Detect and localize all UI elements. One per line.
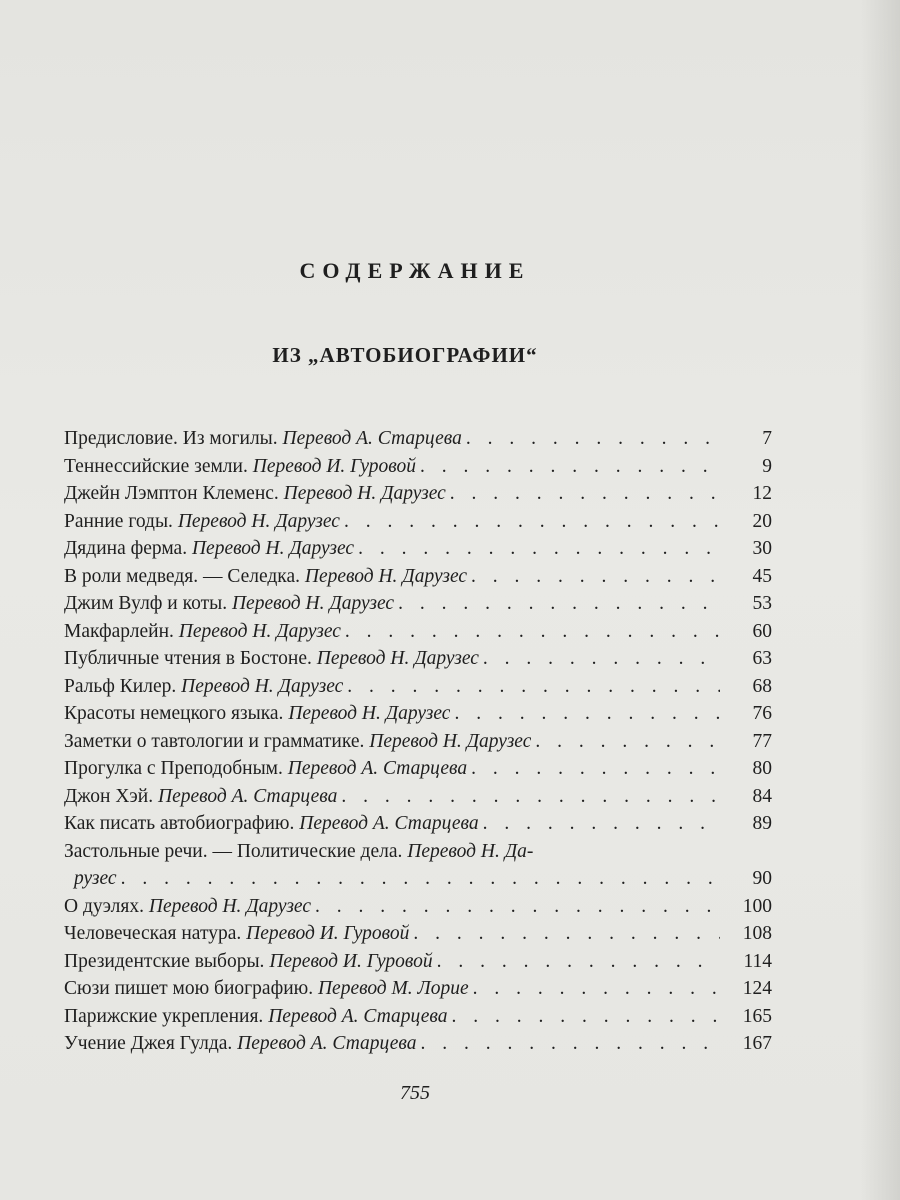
toc-entry-title: Парижские укрепления. [64, 1005, 264, 1027]
toc-entry-title: Президентские выборы. [64, 950, 265, 972]
dot-leader [433, 948, 720, 976]
toc-entry-translator: Перевод Н. Дарузес [177, 510, 340, 532]
toc-entry-text [64, 1030, 417, 1058]
toc-entry-title: Учение Джея Гулда. [64, 1033, 233, 1054]
toc-entry-title: О дуэлях. [64, 895, 144, 917]
toc-entry [64, 535, 772, 563]
dot-leader [416, 453, 720, 481]
toc-entry-translator: Перевод Н. Дарузес [178, 620, 341, 642]
toc-entry-continuation-row [64, 865, 772, 893]
toc-entry [64, 755, 772, 783]
toc-entry-page: 108 [742, 923, 772, 944]
toc-entry-text [64, 1003, 448, 1031]
toc-entry-text [64, 700, 450, 728]
toc-entry-text [64, 425, 462, 453]
toc-entry-page: 60 [752, 620, 772, 642]
toc-entry-page: 77 [752, 730, 772, 752]
toc-entry-title: Застольные речи. — Политические дела. [64, 840, 403, 862]
toc-entry-page: 53 [752, 593, 772, 614]
toc-entry-translator: Перевод Н. Дарузес [148, 895, 311, 917]
dot-leader [340, 508, 720, 536]
toc-entry-title: Джейн Лэмптон Клеменс. [64, 483, 279, 504]
toc-entry-translator: Перевод А. Старцева [158, 785, 338, 807]
toc-entry-text [64, 563, 467, 591]
toc-entry-title: Публичные чтения в Бостоне. [64, 648, 312, 669]
toc-entry-text [64, 453, 416, 481]
toc-entry-page: 167 [742, 1033, 772, 1054]
toc-entry [64, 563, 772, 591]
toc-entry-text [64, 728, 531, 756]
toc-entry-title: Ранние годы. [64, 510, 173, 532]
toc-entry-text [64, 480, 446, 508]
toc-entry-text [64, 893, 311, 921]
toc-entry-title: Предисловие. Из могилы. [64, 428, 278, 449]
toc-entry-text [64, 838, 533, 866]
section-heading: ИЗ „АВТОБИОГРАФИИ“ [272, 343, 538, 367]
toc-entry-text [64, 590, 394, 618]
toc-entry-translator: Перевод М. Лорие [317, 978, 469, 999]
toc-entry-page: 165 [742, 1005, 772, 1027]
toc-entry [64, 700, 772, 728]
toc-entry-page: 7 [762, 428, 772, 449]
toc-entry-translator: Перевод А. Старцева [299, 813, 479, 834]
dot-leader [462, 425, 720, 453]
toc-entry-title: Человеческая натура. [64, 923, 242, 944]
toc-entry-text [64, 920, 409, 948]
dot-leader [467, 563, 720, 591]
toc-entry [64, 1030, 772, 1058]
toc-entry [64, 1003, 772, 1031]
toc-entry-page: 89 [752, 813, 772, 834]
dot-leader [311, 893, 720, 921]
toc-entry-translator: Перевод Н. Дарузес [181, 675, 344, 697]
toc-entry [64, 480, 772, 508]
toc-entry-page: 114 [743, 950, 772, 972]
toc-entry [64, 783, 772, 811]
toc-entry-text [64, 755, 467, 783]
toc-entry-page: 20 [752, 510, 772, 532]
toc-entry-text [64, 535, 354, 563]
toc-entry [64, 453, 772, 481]
toc-entry-translator: Перевод А. Старцева [268, 1005, 448, 1027]
toc-entry-page: 45 [752, 565, 772, 587]
toc-entry-title: Теннессийские земли. [64, 455, 248, 477]
toc-entry-translator: Перевод Н. Да- [407, 840, 534, 862]
toc-entry-text [64, 810, 479, 838]
dot-leader [450, 700, 720, 728]
toc-entry-title: Заметки о тавтологии и грамматике. [64, 730, 365, 752]
toc-entry-title: Джон Хэй. [64, 785, 154, 807]
toc-entry-translator-continuation: рузес [74, 868, 117, 889]
dot-leader [531, 728, 720, 756]
toc-entry-page: 63 [752, 648, 772, 669]
toc-entry [64, 425, 772, 453]
toc-entry [64, 618, 772, 646]
dot-leader [469, 975, 720, 1003]
toc-entry-translator: Перевод Н. Дарузес [283, 483, 446, 504]
toc-entry-translator: Перевод И. Гуровой [269, 950, 433, 972]
toc-entry-text [64, 673, 343, 701]
toc-entry-translator: Перевод И. Гуровой [246, 923, 410, 944]
toc-entry [64, 728, 772, 756]
toc-entry [64, 645, 772, 673]
toc-entry-translator: Перевод Н. Дарузес [304, 565, 467, 587]
dot-leader [417, 1030, 721, 1058]
toc-entry-text [64, 975, 469, 1003]
toc-entry [64, 975, 772, 1003]
page-number: 755 [400, 1082, 430, 1104]
toc-entry-title: Дядина ферма. [64, 538, 188, 559]
toc-entry-translator: Перевод А. Старцева [282, 428, 462, 449]
toc-entry-title: Макфарлейн. [64, 620, 174, 642]
page-heading: СОДЕРЖАНИЕ [299, 258, 531, 283]
dot-leader [341, 618, 720, 646]
toc-entry-title: Прогулка с Преподобным. [64, 758, 283, 779]
toc-entry-page: 90 [752, 868, 772, 889]
toc-entry [64, 810, 772, 838]
toc-entry-page: 9 [762, 455, 772, 477]
dot-leader [446, 480, 720, 508]
toc-entry-translator: Перевод Н. Дарузес [231, 593, 395, 614]
toc-entry-title: Сюзи пишет мою биографию. [64, 978, 314, 999]
toc-entry [64, 948, 772, 976]
toc-entry [64, 920, 772, 948]
toc-entry [64, 673, 772, 701]
toc-entry-title: Ральф Килер. [64, 675, 177, 697]
toc-entry-text [64, 618, 341, 646]
toc-entry [64, 590, 772, 618]
dot-leader [448, 1003, 720, 1031]
toc-entry [64, 508, 772, 536]
toc-entry-translator: Перевод И. Гуровой [252, 455, 417, 477]
toc-entry-text [64, 645, 479, 673]
dot-leader [343, 673, 720, 701]
dot-leader [117, 865, 720, 893]
dot-leader [409, 920, 720, 948]
dot-leader [479, 645, 720, 673]
toc-entry-title: Красоты немецкого языка. [64, 703, 284, 724]
toc-entry [64, 838, 772, 866]
dot-leader [467, 755, 720, 783]
toc-entry-title: Как писать автобиографию. [64, 813, 295, 834]
toc-entry-page: 68 [752, 675, 772, 697]
toc-entry-text [64, 948, 433, 976]
toc-entry-page: 124 [742, 978, 772, 999]
toc-entry-title: Джим Вулф и коты. [64, 593, 228, 614]
toc-entry-page: 76 [752, 703, 772, 724]
toc-entry-page: 80 [752, 758, 772, 779]
toc-entry-page: 12 [752, 483, 772, 504]
toc-entry-page: 84 [752, 785, 772, 807]
toc-entry-text [64, 508, 340, 536]
toc-entry-page: 30 [752, 538, 772, 559]
toc-entry-translator: Перевод Н. Дарузес [288, 703, 451, 724]
toc-entry [64, 893, 772, 921]
page-edge-shadow [860, 0, 900, 1200]
dot-leader [394, 590, 720, 618]
toc-entry-text [64, 783, 337, 811]
toc-entry-translator: Перевод А. Старцева [237, 1033, 417, 1054]
toc-entry-translator: Перевод Н. Дарузес [316, 648, 479, 669]
table-of-contents [64, 425, 772, 1058]
toc-entry-translator: Перевод Н. Дарузес [369, 730, 532, 752]
dot-leader [337, 783, 720, 811]
toc-entry-translator: Перевод Н. Дарузес [191, 538, 355, 559]
toc-entry-page: 100 [742, 895, 772, 917]
dot-leader [354, 535, 720, 563]
toc-entry-title: В роли медведя. — Селедка. [64, 565, 300, 587]
toc-entry-translator: Перевод А. Старцева [287, 758, 468, 779]
dot-leader [479, 810, 720, 838]
